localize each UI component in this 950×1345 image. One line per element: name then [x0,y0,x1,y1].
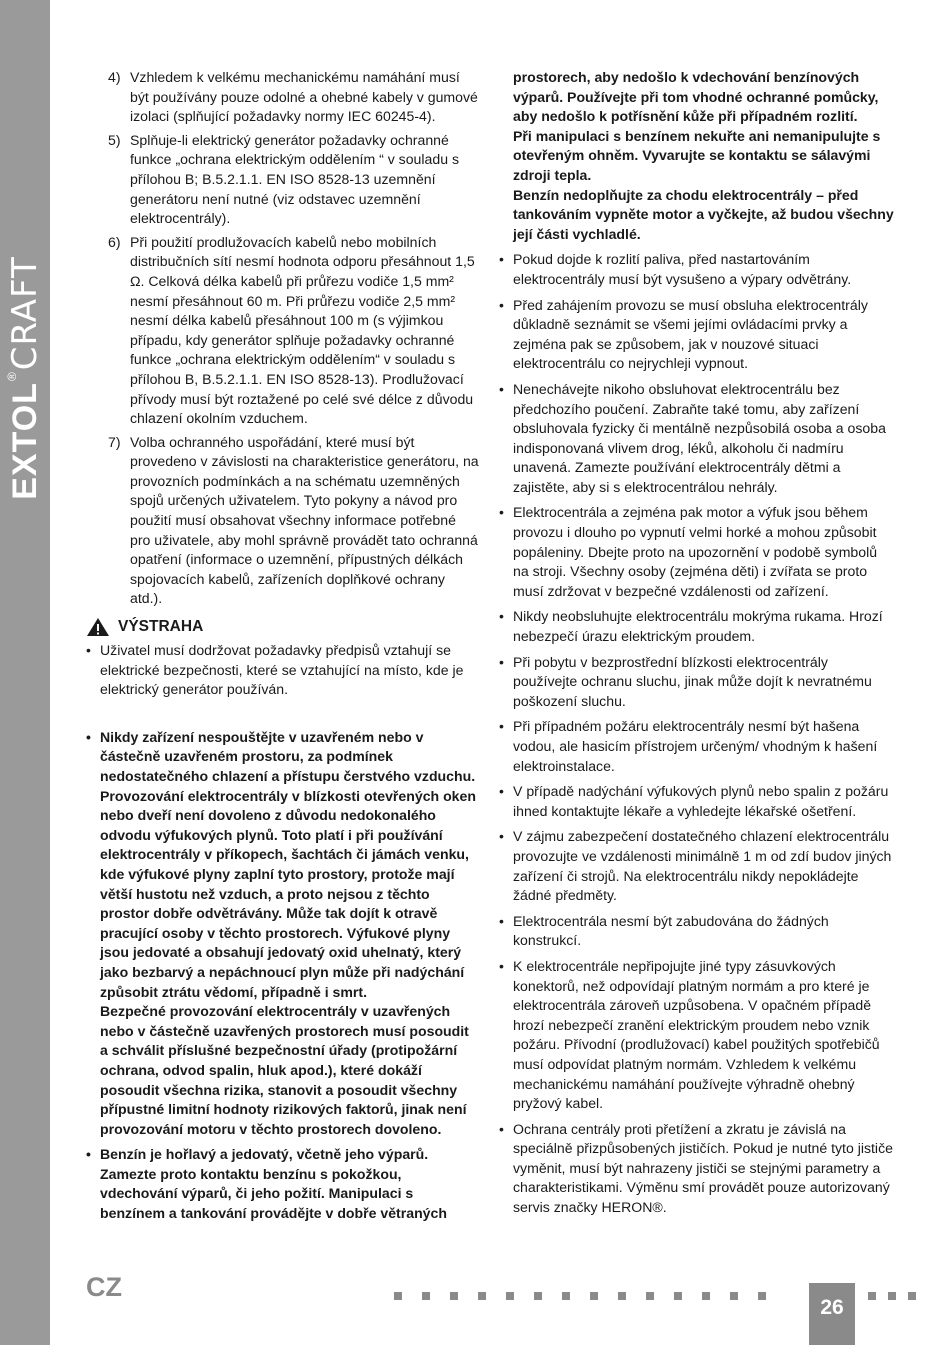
brand-registered: ® [5,371,19,382]
bullet-text: V případě nadýchání výfukových plynů nebo spalin z požáru ihned kontaktujte lékaře a vyhledejte lékařské ošetření. [513,783,889,819]
bullet-text: Při případném požáru elektrocentrály nesmí být hašena vodou, ale hasicím přístrojem určeným/ vhodným k hašení elektroinstalace. [513,718,878,774]
item-text: Vzhledem k velkému mechanickému namáhání musí být používány pouze odolné a ohebné kabely v gumové izolaci (splňující požadavky normy IEC 60245-4). [130,69,478,125]
bullet-text: Před zahájením provozu se musí obsluha elektrocentrály důkladně seznámit se všemi jejími ovládacími prvky a zejména pak se způsobem, jak v nouzové situaci elektrocentrálu co nejrychleji vypnout. [513,296,868,372]
list-item [499,827,895,905]
paragraph: Benzín nedoplňujte za chodu elektrocentrály – před tankováním vypněte motor a vyčkejte, až budou všechny její části vychladlé. [513,186,894,242]
bullet-text: Nikdy neobsluhujte elektrocentrálu mokrýma rukama. Hrozí nebezpečí úrazu elektrickým proudem. [513,608,883,645]
item-number: 4) [108,69,121,85]
continued-block [499,68,895,244]
bullet-icon: • [499,718,504,735]
bullet-text: Nenechávejte nikoho obsluhovat elektrocentrálu bez předchozího poučení. Zabraňte také tomu, aby zařízení obsluhovala fyzicky či mentálně nezpůsobilá osoba a osoba indisponovaná vlivem drog, léků, alkoholu či nadmíru unavená. Zamezte používání elektrocentrály dětmi a zajistěte, aby si s elektrocentrálou nehrály. [513,380,886,495]
bullet-text: Elektrocentrála a zejména pak motor a výfuk jsou během provozu i dlouho po vypnutí velmi horké a mohou způsobit popáleniny. Dbejte proto na upozornění v podobě symbolů na stroji. Všechny osoby (zejména děti) i zvířata se proto musí zdržovat v bezpečné vzdálenosti od zařízení. [513,504,878,599]
paragraph: prostorech, aby nedošlo k vdechování benzínových výparů. Používejte při tom vhodné ochranné pomůcky, aby nedošlo k potřísnění kůže při případném rozlití. [513,69,879,125]
item-number: 6) [108,233,121,250]
bullet-text: Bezpečné provozování elektrocentrály v uzavřených nebo v částečně uzavřených prostorech musí posoudit a schválit příslušné bezpečnostní úřady (protipožární ochrana, odvod spalin, hluk apod.), které dokáží posoudit všechna rizika, stanovit a posoudit všechny přípustné limitní hodnoty rizikových faktorů, jinak není provozování motoru v těchto prostorech dovoleno. [100,1003,469,1137]
bullet-icon: • [499,653,504,670]
bullet-text: Ochrana centrály proti přetížení a zkratu je závislá na speciálně přizpůsobených jističích. Pokud je nutné tyto jističe vyměnit, musí být nahrazeny jističi se stejnými parametry a charakteristikami. Výměnu smí provádět pouze autorizovaný servis značky HERON®. [513,1120,893,1216]
brand-light: CRAFT [5,256,45,371]
page-number: 26 [820,1296,844,1319]
list-item [499,912,895,951]
brand-bold: EXTOL [6,382,44,500]
language-code: CZ [86,1272,122,1302]
brand-sidebar [0,0,50,1345]
bullet-text: K elektrocentrále nepřipojujte jiné typy zásuvkových konektorů, než odpovídají platným normám a pro které je elektrocentrála zároveň uzpůsobena. V opačném případě hrozí nebezpečí zranění elektrickým proudem nebo vznik požáru. Přívodní (prodlužovací) kabel použitých spotřebičů musí odpovídat platným normám. Vzhledem k velkému mechanickému namáhání používejte výhradně ohebný pryžový kabel. [513,957,880,1112]
list-item [499,380,895,498]
warning-triangle-icon [86,617,110,637]
bullet-icon: • [86,1146,91,1163]
right-column [499,68,895,1224]
bullet-icon: • [499,828,504,845]
bullet-text: Elektrocentrála nesmí být zabudována do žádných konstrukcí. [513,912,829,949]
list-item [499,717,895,776]
bullet-text: V zájmu zabezpečení dostatečného chlazení elektrocentrálu provozujte ve vzdálenosti minimálně 1 m od zdí budov jiných zařízení či strojů. Na elektrocentrálu nikdy nepokládejte žádné předměty. [513,828,892,904]
bullet-text: Nikdy zařízení nespouštějte v uzavřeném nebo v částečně uzavřeném prostoru, za podmínek nedostatečného chlazení a přístupu čerstvého vzduchu. Provozování elektrocentrály v blízkosti otevřených oken nebo dveří není dovoleno z důvodu nedokonalého odvodu výfukových plynů. Toto platí i při používání elektrocentrály v příkopech, šachtách či jámách venku, kde výfukové plyny zaplní tyto prostory, protože mají větší hustotu než vzduch, a proto nejsou z těchto prostor dobře odvětrávány. Může tak dojít k otravě pracující osoby v těchto prostorech. Výfukové plyny jsou jedovaté a obsahují jedovatý oxid uhelnatý, který jako bezbarvý a nepáchnoucí plyn může při nadýchání způsobit ztrátu vědomí, případně i smrt. [100,728,476,1000]
list-item [499,250,895,289]
list-item [499,957,895,1114]
list-item [499,1120,895,1218]
bullet-icon: • [499,957,504,974]
item-number: 7) [108,433,121,450]
item-number: 5) [108,131,121,148]
bullet-icon: • [499,251,504,268]
bullet-icon: • [499,504,504,521]
warning-title: VÝSTRAHA [118,618,204,636]
item-text: Při použití prodlužovacích kabelů nebo mobilních distribučních sítí nesmí hodnota odporu přesáhnout 1,5 Ω. Celková délka kabelů při průřezu vodiče 1,5 mm² nesmí přesáhnout 60 m. Při průřezu vodiče 2,5 mm² nesmí délka kabelů přesáhnout 100 m (s výjimkou případu, kdy generátor splňuje požadavky ochranné funkce „ochrana elektrickým oddělením“ v souladu s přílohou B, B.5.2.1.1. EN ISO 8528-13). Prodlužovací přívody musí být roztažené po celé své délce z důvodu chlazení okolním vzduchem. [130,233,475,427]
bullet-icon: • [499,783,504,800]
numbered-item [86,233,480,429]
list-item [499,653,895,712]
bullet-icon: • [499,1120,504,1137]
bullet-icon: • [499,608,504,625]
bullet-text: Při pobytu v bezprostřední blízkosti elektrocentrály používejte ochranu sluchu, jinak může dojít k nevratnému poškození sluchu. [513,653,872,709]
bullet-text: Uživatel musí dodržovat požadavky předpisů vztahují se elektrické bezpečnosti, které se vztahující na místo, kde je elektrický generátor používán. [100,642,464,698]
list-item [86,641,480,700]
list-item [86,1145,480,1223]
bullet-icon: • [86,728,91,745]
bullet-block [100,728,480,1139]
list-item [499,503,895,601]
bullet-icon: • [86,642,91,659]
bullet-icon: • [499,296,504,313]
bullet-icon: • [499,912,504,929]
item-text: Volba ochranného uspořádání, které musí být provedeno v závislosti na charakteristice generátoru, na provozních podmínkách a na schématu uzemněných spojů určených uživatelem. Tyto pokyny a návod pro použití musí obsahovat všechny informace potřebné pro uživatele, aby mohl správně provádět tato ochranná opatření (informace o uzemnění, přípustných délkách spojovacích kabelů, zařízeních doplňkové ochrany atd.). [130,433,479,607]
list-item [499,782,895,821]
bullet-list [499,250,895,1217]
numbered-item [86,68,480,127]
bullet-text: Pokud dojde k rozlití paliva, před nastartováním elektrocentrály musí být vysušeno a výpary odvětrány. [513,251,852,287]
list-item [86,728,480,1139]
brand-logo [5,256,45,500]
numbered-item [86,131,480,229]
bullet-icon: • [499,380,504,397]
warning-heading [86,617,480,637]
numbered-item [86,433,480,609]
bullet-text: Benzín je hořlavý a jedovatý, včetně jeho výparů. Zamezte proto kontaktu benzínu s pokožkou, vdechování výparů, či jeho požití. Manipulaci s benzínem a tankování provádějte v dobře větraných [100,1146,447,1222]
left-column [86,68,480,1230]
page-number-box [809,1283,855,1345]
item-text: Splňuje-li elektrický generátor požadavky ochranné funkce „ochrana elektrickým oddělením “ v souladu s přílohou B; B.5.2.1.1. EN ISO 8528-13 uzemnění generátoru není nutné (viz odstavec uzemnění elektrocentrály). [130,131,460,227]
list-item [499,296,895,374]
list-item [499,607,895,646]
paragraph: Při manipulaci s benzínem nekuřte ani nemanipulujte s otevřeným ohněm. Vyvarujte se kontaktu se sálavými zdroji tepla. [513,127,881,183]
